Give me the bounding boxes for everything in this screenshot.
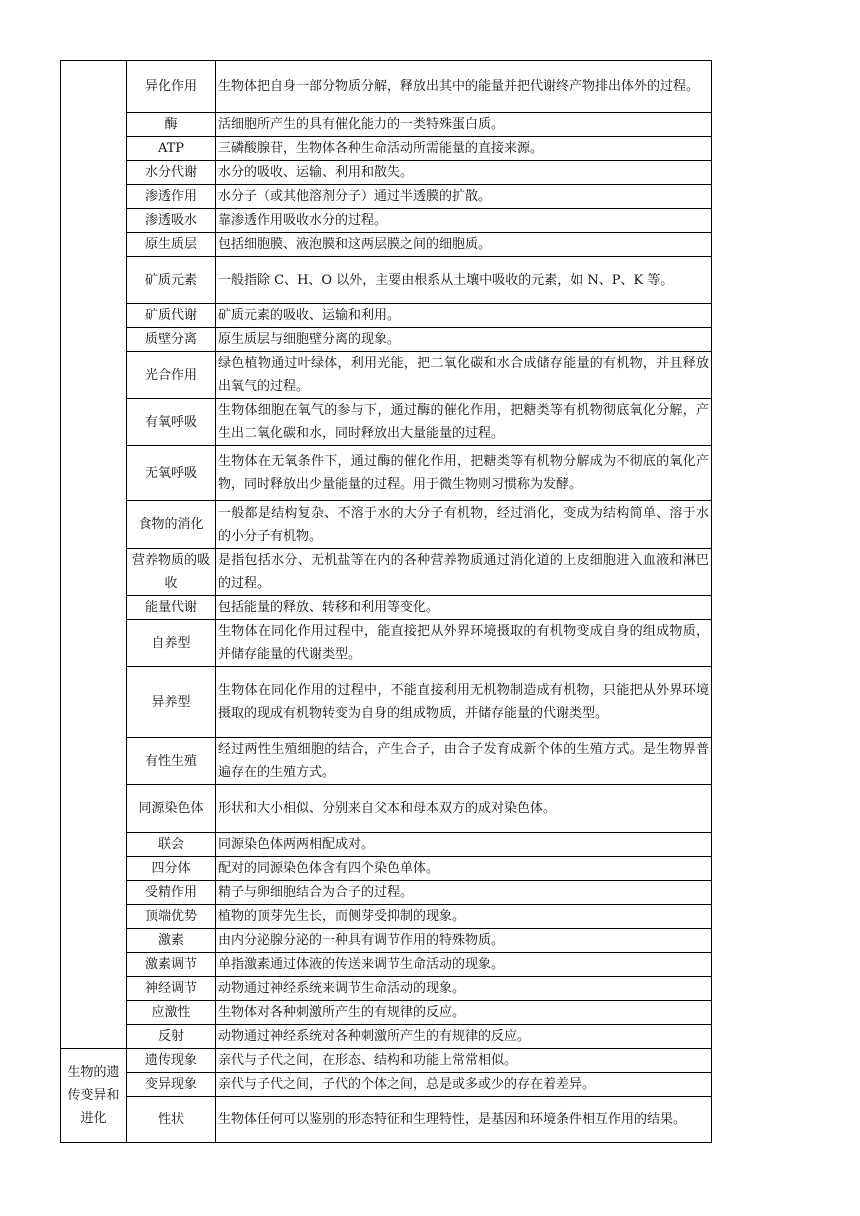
definition-cell: 经过两性生殖细胞的结合，产生合子，由合子发育成新个体的生殖方式。是生物界普遍存在的生殖方式。 <box>216 738 712 785</box>
term-cell: 有性生殖 <box>127 738 216 785</box>
definition-cell: 生物体细胞在氧气的参与下，通过酶的催化作用，把糖类等有机物彻底氧化分解，产生出二氧化碳和水，同时释放出大量能量的过程。 <box>216 399 712 446</box>
definition-cell: 亲代与子代之间，子代的个体之间，总是或多或少的存在着差异。 <box>216 1073 712 1097</box>
term-cell: 联会 <box>127 833 216 857</box>
definition-cell: 是指包括水分、无机盐等在内的各种营养物质通过消化道的上皮细胞进入血液和淋巴的过程。 <box>216 549 712 596</box>
table-row <box>61 596 712 620</box>
table-row <box>61 1049 712 1073</box>
table-row <box>61 929 712 953</box>
term-cell: 能量代谢 <box>127 596 216 620</box>
definition-cell: 水分子（或其他溶剂分子）通过半透膜的扩散。 <box>216 185 712 209</box>
definition-cell: 水分的吸收、运输、利用和散失。 <box>216 161 712 185</box>
table-row <box>61 233 712 257</box>
definition-cell: 单指激素通过体液的传送来调节生命活动的现象。 <box>216 953 712 977</box>
definition-cell: 植物的顶芽先生长，而侧芽受抑制的现象。 <box>216 905 712 929</box>
term-cell: 酶 <box>127 113 216 137</box>
table-row <box>61 953 712 977</box>
term-cell: 顶端优势 <box>127 905 216 929</box>
definition-cell: 精子与卵细胞结合为合子的过程。 <box>216 881 712 905</box>
table-row <box>61 785 712 833</box>
table-row <box>61 352 712 399</box>
definition-cell: 原生质层与细胞壁分离的现象。 <box>216 328 712 352</box>
definition-cell: 三磷酸腺苷，生物体各种生命活动所需能量的直接来源。 <box>216 137 712 161</box>
term-cell: 同源染色体 <box>127 785 216 833</box>
definition-cell: 包括细胞膜、液泡膜和这两层膜之间的细胞质。 <box>216 233 712 257</box>
table-row <box>61 304 712 328</box>
term-cell: 质壁分离 <box>127 328 216 352</box>
definition-cell: 动物通过神经系统对各种刺激所产生的有规律的反应。 <box>216 1025 712 1049</box>
definition-cell: 绿色植物通过叶绿体，利用光能，把二氧化碳和水合成储存能量的有机物，并且释放出氧气的过程。 <box>216 352 712 399</box>
definition-cell: 形状和大小相似、分别来自父本和母本双方的成对染色体。 <box>216 785 712 833</box>
table-row <box>61 501 712 549</box>
table-row <box>61 446 712 501</box>
term-cell: 自养型 <box>127 620 216 667</box>
term-cell: 食物的消化 <box>127 501 216 549</box>
definition-cell: 生物体对各种刺激所产生的有规律的反应。 <box>216 1001 712 1025</box>
definition-cell: 靠渗透作用吸收水分的过程。 <box>216 209 712 233</box>
term-cell: ATP <box>127 137 216 161</box>
term-cell: 原生质层 <box>127 233 216 257</box>
table-row <box>61 1001 712 1025</box>
definition-cell: 配对的同源染色体含有四个染色单体。 <box>216 857 712 881</box>
term-cell: 激素调节 <box>127 953 216 977</box>
term-cell: 有氧呼吸 <box>127 399 216 446</box>
table-row <box>61 185 712 209</box>
term-cell: 应激性 <box>127 1001 216 1025</box>
definition-cell: 一般指除 C、H、O 以外，主要由根系从土壤中吸收的元素，如 N、P、K 等。 <box>216 257 712 304</box>
term-cell: 神经调节 <box>127 977 216 1001</box>
definition-cell: 生物体在同化作用过程中，能直接把从外界环境摄取的有机物变成自身的组成物质，并储存能量的代谢类型。 <box>216 620 712 667</box>
definition-cell: 生物体在同化作用的过程中，不能直接利用无机物制造成有机物，只能把从外界环境摄取的现成有机物转变为自身的组成物质，并储存能量的代谢类型。 <box>216 667 712 738</box>
table-row <box>61 977 712 1001</box>
table-row <box>61 1073 712 1097</box>
term-cell: 反射 <box>127 1025 216 1049</box>
definition-cell: 生物体把自身一部分物质分解，释放出其中的能量并把代谢终产物排出体外的过程。 <box>216 61 712 113</box>
term-cell: 矿质代谢 <box>127 304 216 328</box>
glossary-table <box>60 60 712 1143</box>
term-cell: 营养物质的吸收 <box>127 549 216 596</box>
table-row <box>61 905 712 929</box>
definition-cell: 生物体在无氧条件下，通过酶的催化作用，把糖类等有机物分解成为不彻底的氧化产物，同时释放出少量能量的过程。用于微生物则习惯称为发酵。 <box>216 446 712 501</box>
table-row <box>61 328 712 352</box>
term-cell: 异养型 <box>127 667 216 738</box>
table-row <box>61 881 712 905</box>
definition-cell: 包括能量的释放、转移和利用等变化。 <box>216 596 712 620</box>
table-row <box>61 61 712 113</box>
table-row <box>61 667 712 738</box>
definition-cell: 活细胞所产生的具有催化能力的一类特殊蛋白质。 <box>216 113 712 137</box>
term-cell: 无氧呼吸 <box>127 446 216 501</box>
definition-cell: 同源染色体两两相配成对。 <box>216 833 712 857</box>
table-row <box>61 137 712 161</box>
term-cell: 变异现象 <box>127 1073 216 1097</box>
table-row <box>61 549 712 596</box>
table-row <box>61 1025 712 1049</box>
table-row <box>61 1097 712 1143</box>
term-cell: 异化作用 <box>127 61 216 113</box>
table-row <box>61 113 712 137</box>
table-row <box>61 257 712 304</box>
table-row <box>61 833 712 857</box>
definition-cell: 一般都是结构复杂、不溶于水的大分子有机物，经过消化，变成为结构简单、溶于水的小分子有机物。 <box>216 501 712 549</box>
term-cell: 渗透作用 <box>127 185 216 209</box>
term-cell: 矿质元素 <box>127 257 216 304</box>
category-cell: 生物的遗传变异和进化 <box>61 1049 127 1143</box>
term-cell: 水分代谢 <box>127 161 216 185</box>
table-row <box>61 399 712 446</box>
term-cell: 渗透吸水 <box>127 209 216 233</box>
term-cell: 性状 <box>127 1097 216 1143</box>
table-row <box>61 857 712 881</box>
category-cell-continued <box>61 61 127 1049</box>
definition-cell: 矿质元素的吸收、运输和利用。 <box>216 304 712 328</box>
table-row <box>61 738 712 785</box>
definition-cell: 由内分泌腺分泌的一种具有调节作用的特殊物质。 <box>216 929 712 953</box>
definition-cell: 亲代与子代之间，在形态、结构和功能上常常相似。 <box>216 1049 712 1073</box>
table-row <box>61 209 712 233</box>
table-row <box>61 161 712 185</box>
definition-cell: 动物通过神经系统来调节生命活动的现象。 <box>216 977 712 1001</box>
term-cell: 受精作用 <box>127 881 216 905</box>
term-cell: 激素 <box>127 929 216 953</box>
term-cell: 四分体 <box>127 857 216 881</box>
table-row <box>61 620 712 667</box>
glossary-sheet <box>60 60 712 1143</box>
term-cell: 光合作用 <box>127 352 216 399</box>
definition-cell: 生物体任何可以鉴别的形态特征和生理特性，是基因和环境条件相互作用的结果。 <box>216 1097 712 1143</box>
term-cell: 遗传现象 <box>127 1049 216 1073</box>
